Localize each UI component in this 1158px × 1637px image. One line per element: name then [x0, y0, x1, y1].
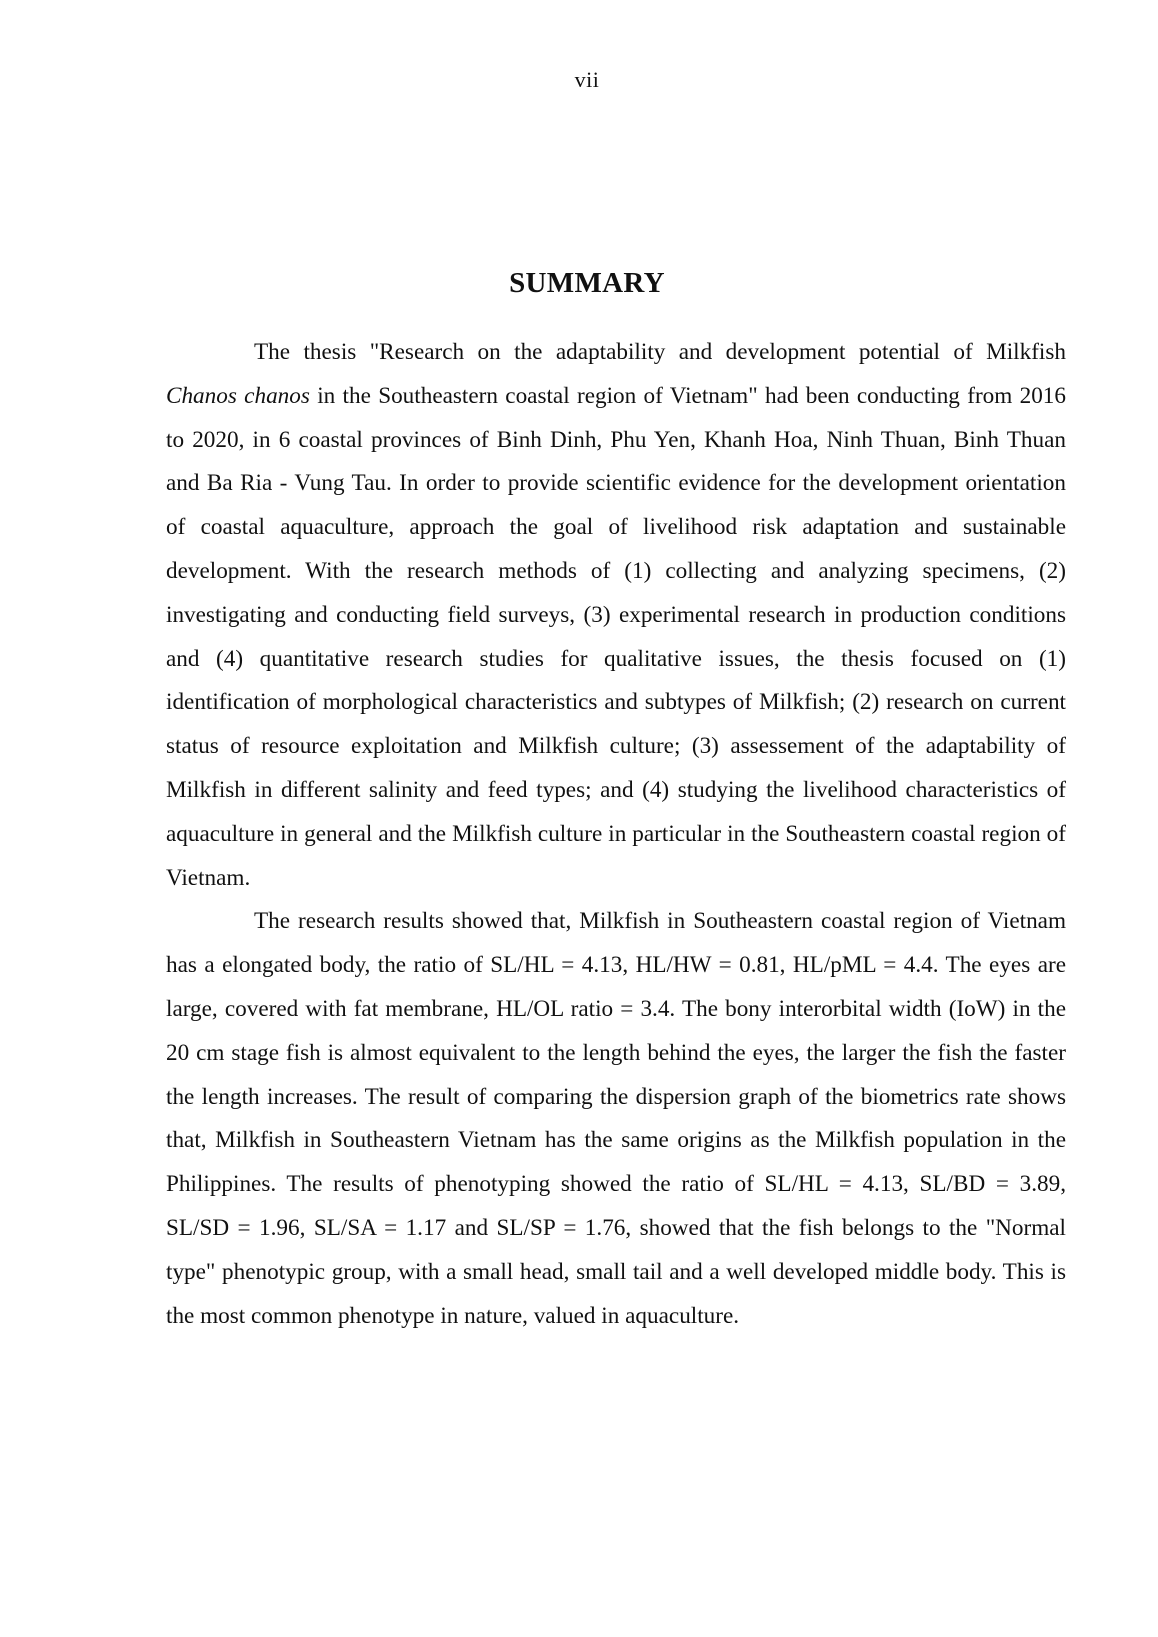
species-name: Chanos chanos	[166, 382, 310, 409]
page-number: vii	[574, 67, 600, 92]
page-title: SUMMARY	[509, 267, 665, 300]
paragraph-2: The research results showed that, Milkfish in Southeastern coastal region of Vietnam has a elongated body, the ratio of SL/HL = 4.13, HL/HW = 0.81, HL/pML = 4.4. The eyes are large, covered with fat membrane, HL/OL ratio = 3.4. The bony interorbital width (IoW) in the 20 cm stage fish is almost equivalent to the length behind the eyes, the larger the fish the faster the length increases. The result of comparing the dispersion graph of the biometrics rate shows that, Milkfish in Southeastern Vietnam has the same origins as the Milkfish population in the Philippines. The results of phenotyping showed the ratio of SL/HL = 4.13, SL/BD = 3.89, SL/SD = 1.96, SL/SA = 1.17 and SL/SP = 1.76, showed that the fish belongs to the "Normal type" phenotypic group, with a small head, small tail and a well developed middle body. This is the most common phenotype in nature, valued in aquaculture.	[166, 908, 1066, 1329]
paragraph-1-text-start: The thesis "Research on the adaptability and development potential of Milkfish	[254, 339, 1066, 365]
paragraph-1	[166, 331, 1066, 900]
paragraph-1-text-end: in the Southeastern coastal region of Vietnam" had been conducting from 2016 to 2020, in 6 coastal provinces of Binh Dinh, Phu Yen, Khanh Hoa, Ninh Thuan, Binh Thuan and Ba Ria - Vung Tau. In order to provide scientific evidence for the development orientation of coastal aquaculture, approach the goal of livelihood risk adaptation and sustainable development. With the research methods of (1) collecting and analyzing specimens, (2) investigating and conducting field surveys, (3) experimental research in production conditions and (4) quantitative research studies for qualitative issues, the thesis focused on (1) identification of morphological characteristics and subtypes of Milkfish; (2) research on current status of resource exploitation and Milkfish culture; (3) assessement of the adaptability of Milkfish in different salinity and feed types; and (4) studying the livelihood characteristics of aquaculture in general and the Milkfish culture in particular in the Southeastern coastal region of Vietnam.	[166, 382, 1066, 891]
summary-body	[166, 331, 1066, 1338]
